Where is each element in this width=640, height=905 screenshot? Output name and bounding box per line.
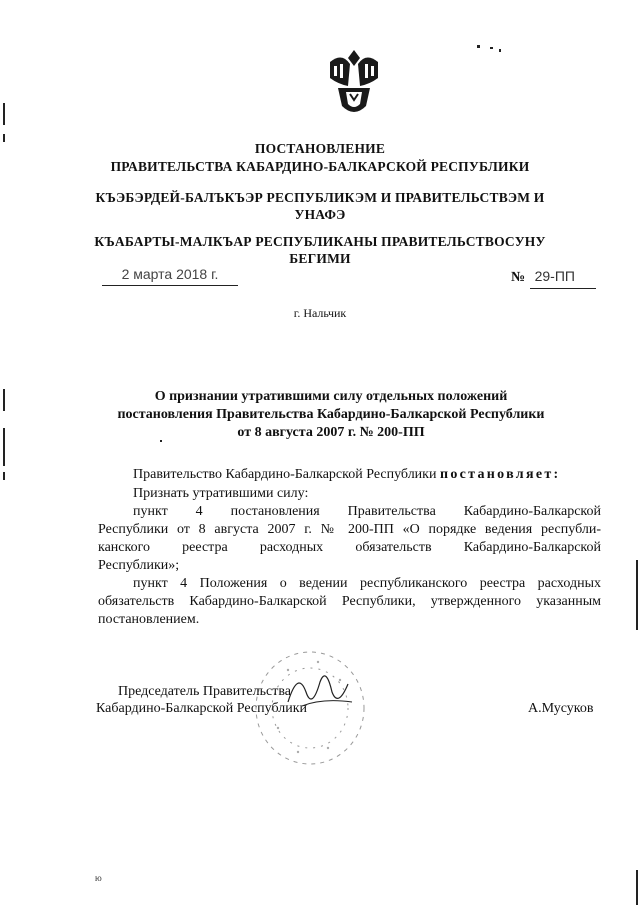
- scan-margin-mark: [3, 428, 5, 466]
- paragraph-line: постановлением.: [98, 612, 200, 627]
- paragraph-line: пункт 4 постановления Правительства Кабардино-Балкарской: [133, 504, 601, 519]
- signatory-position-line1: Председатель Правительства: [118, 684, 291, 699]
- repeal-intro: Признать утратившими силу:: [133, 486, 309, 501]
- date-underline: [102, 285, 238, 286]
- signatory-name: А.Мусуков: [528, 701, 594, 716]
- kabardian-heading-line1: КЪЭБЭРДЕЙ-БАЛЪКЪЭР РЕСПУБЛИКЭМ И ПРАВИТЕЛЬСТВЭМ И: [95, 190, 545, 205]
- scan-margin-mark: [3, 103, 5, 125]
- coat-of-arms-emblem: [324, 44, 384, 124]
- paragraph-line: Республики от 8 августа 2007 г. № 200-ПП «О порядке ведения республи-: [98, 522, 601, 537]
- scan-speck: ю: [95, 873, 102, 883]
- title-line: от 8 августа 2007 г. № 200-ПП: [237, 425, 425, 440]
- document-title: [96, 388, 566, 442]
- scan-margin-mark: [636, 870, 638, 905]
- balkar-heading-line2: БЕГИМИ: [289, 251, 351, 266]
- repeal-item-1: [98, 503, 601, 575]
- scan-margin-mark: [3, 389, 5, 411]
- repeal-item-2: [98, 575, 601, 629]
- scan-speck: [477, 45, 480, 48]
- number-value: 29-ПП: [534, 268, 575, 284]
- handwritten-signature: [282, 662, 362, 722]
- scan-margin-mark: [3, 472, 5, 480]
- title-line: О признании утратившими силу отдельных положений: [154, 389, 508, 404]
- paragraph-line: канского реестра расходных обязательств Кабардино-Балкарской: [98, 540, 601, 555]
- signatory-position-line2: Кабардино-Балкарской Республики: [96, 701, 307, 716]
- scan-speck: [490, 47, 493, 49]
- document-date: 2 марта 2018 г.: [121, 266, 219, 282]
- scan-speck: [499, 49, 501, 52]
- scan-speck: [160, 440, 162, 442]
- number-sign: №: [511, 270, 526, 285]
- enacting-clause-text: Правительство Кабардино-Балкарской Республики: [133, 467, 440, 482]
- enacting-clause: [133, 466, 560, 484]
- balkar-heading-line1: КЪАБАРТЫ-МАЛКЪАР РЕСПУБЛИКАНЫ ПРАВИТЕЛЬСТВОСУНУ: [94, 234, 546, 249]
- kabardian-heading-line2: УНАФЭ: [294, 207, 346, 222]
- scan-margin-mark: [636, 560, 638, 630]
- paragraph-line: обязательств Кабардино-Балкарской Республики, утвержденного указанным: [98, 594, 601, 609]
- paragraph-line: пункт 4 Положения о ведении республиканского реестра расходных: [133, 576, 601, 591]
- document-number: [511, 268, 575, 286]
- document-type-heading: ПОСТАНОВЛЕНИЕ: [254, 141, 386, 156]
- paragraph-line: Республики»;: [98, 558, 180, 573]
- enacting-clause-emphasis: постановляет:: [439, 467, 561, 482]
- number-underline: [530, 288, 596, 289]
- title-line: постановления Правительства Кабардино-Балкарской Республики: [117, 407, 545, 422]
- city-label: г. Нальчик: [293, 306, 347, 320]
- issuer-heading: ПРАВИТЕЛЬСТВА КАБАРДИНО-БАЛКАРСКОЙ РЕСПУБЛИКИ: [110, 159, 530, 174]
